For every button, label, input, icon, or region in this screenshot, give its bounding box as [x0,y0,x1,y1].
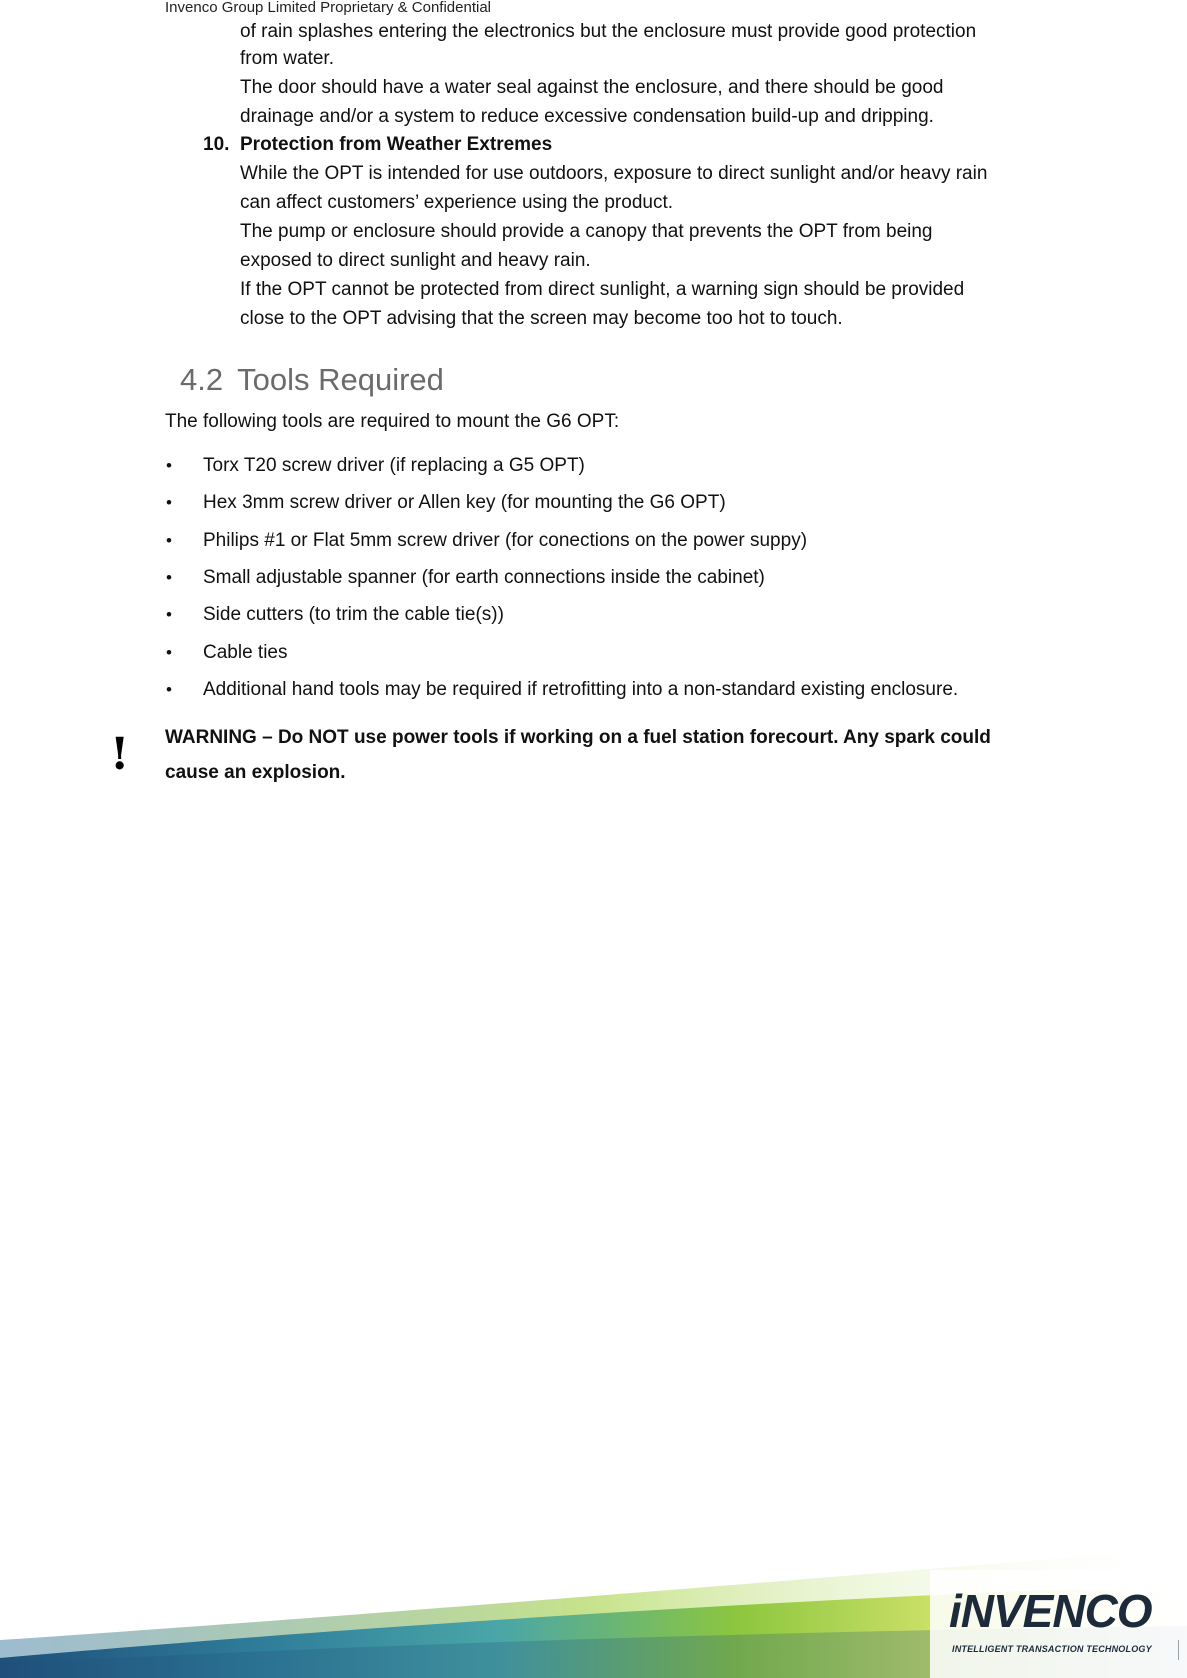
list-item-text: Side cutters (to trim the cable tie(s)) [203,604,504,625]
list-item-text: Philips #1 or Flat 5mm screw driver (for conections on the power suppy) [203,530,808,551]
confidential-header: Invenco Group Limited Proprietary & Confidential [165,0,492,16]
paragraph-line: of rain splashes entering the electronics but the enclosure must provide good protection [240,21,977,42]
logo-tagline: INTELLIGENT TRANSACTION TECHNOLOGY [952,1644,1152,1654]
warning-text-line: cause an explosion. [165,762,346,783]
section-heading [180,362,444,398]
page-edge-mark [1178,1640,1179,1660]
list-item-text: Small adjustable spanner (for earth connections inside the cabinet) [203,567,765,588]
paragraph-line: If the OPT cannot be protected from direct sunlight, a warning sign should be provided [240,279,965,300]
section-title: Tools Required [237,362,444,397]
bullet-icon: • [166,531,172,550]
list-item-text: Additional hand tools may be required if retrofitting into a non-standard existing enclosure. [203,679,959,700]
list-item-text: Cable ties [203,642,288,663]
exclamation-icon: ! [110,729,130,780]
list-item-text: Torx T20 screw driver (if replacing a G5 OPT) [203,455,585,476]
warning-text-line: WARNING – Do NOT use power tools if working on a fuel station forecourt. Any spark could [165,727,991,748]
bullet-icon: • [166,605,172,624]
section-number: 4.2 [180,362,224,397]
bullet-icon: • [166,643,172,662]
logo-wordmark: iNVENCO [949,1585,1152,1637]
section-intro: The following tools are required to mount the G6 OPT: [165,411,620,432]
item-title: Protection from Weather Extremes [240,134,553,155]
bullet-icon: • [166,568,172,587]
item-number: 10. [203,134,230,155]
paragraph-line: from water. [240,48,334,69]
bullet-icon: • [166,456,172,475]
paragraph-line: drainage and/or a system to reduce excessive condensation build-up and dripping. [240,106,934,127]
paragraph-line: exposed to direct sunlight and heavy rain. [240,250,591,271]
bullet-icon: • [166,493,172,512]
paragraph-line: can affect customers’ experience using the product. [240,192,674,213]
invenco-logo [945,1583,1185,1643]
bullet-icon: • [166,680,172,699]
paragraph-line: The pump or enclosure should provide a canopy that prevents the OPT from being [240,221,933,242]
paragraph-line: close to the OPT advising that the screen may become too hot to touch. [240,308,843,329]
paragraph-line: While the OPT is intended for use outdoors, exposure to direct sunlight and/or heavy rain [240,163,988,184]
paragraph-line: The door should have a water seal against the enclosure, and there should be good [240,77,944,98]
list-item-text: Hex 3mm screw driver or Allen key (for mounting the G6 OPT) [203,492,726,513]
